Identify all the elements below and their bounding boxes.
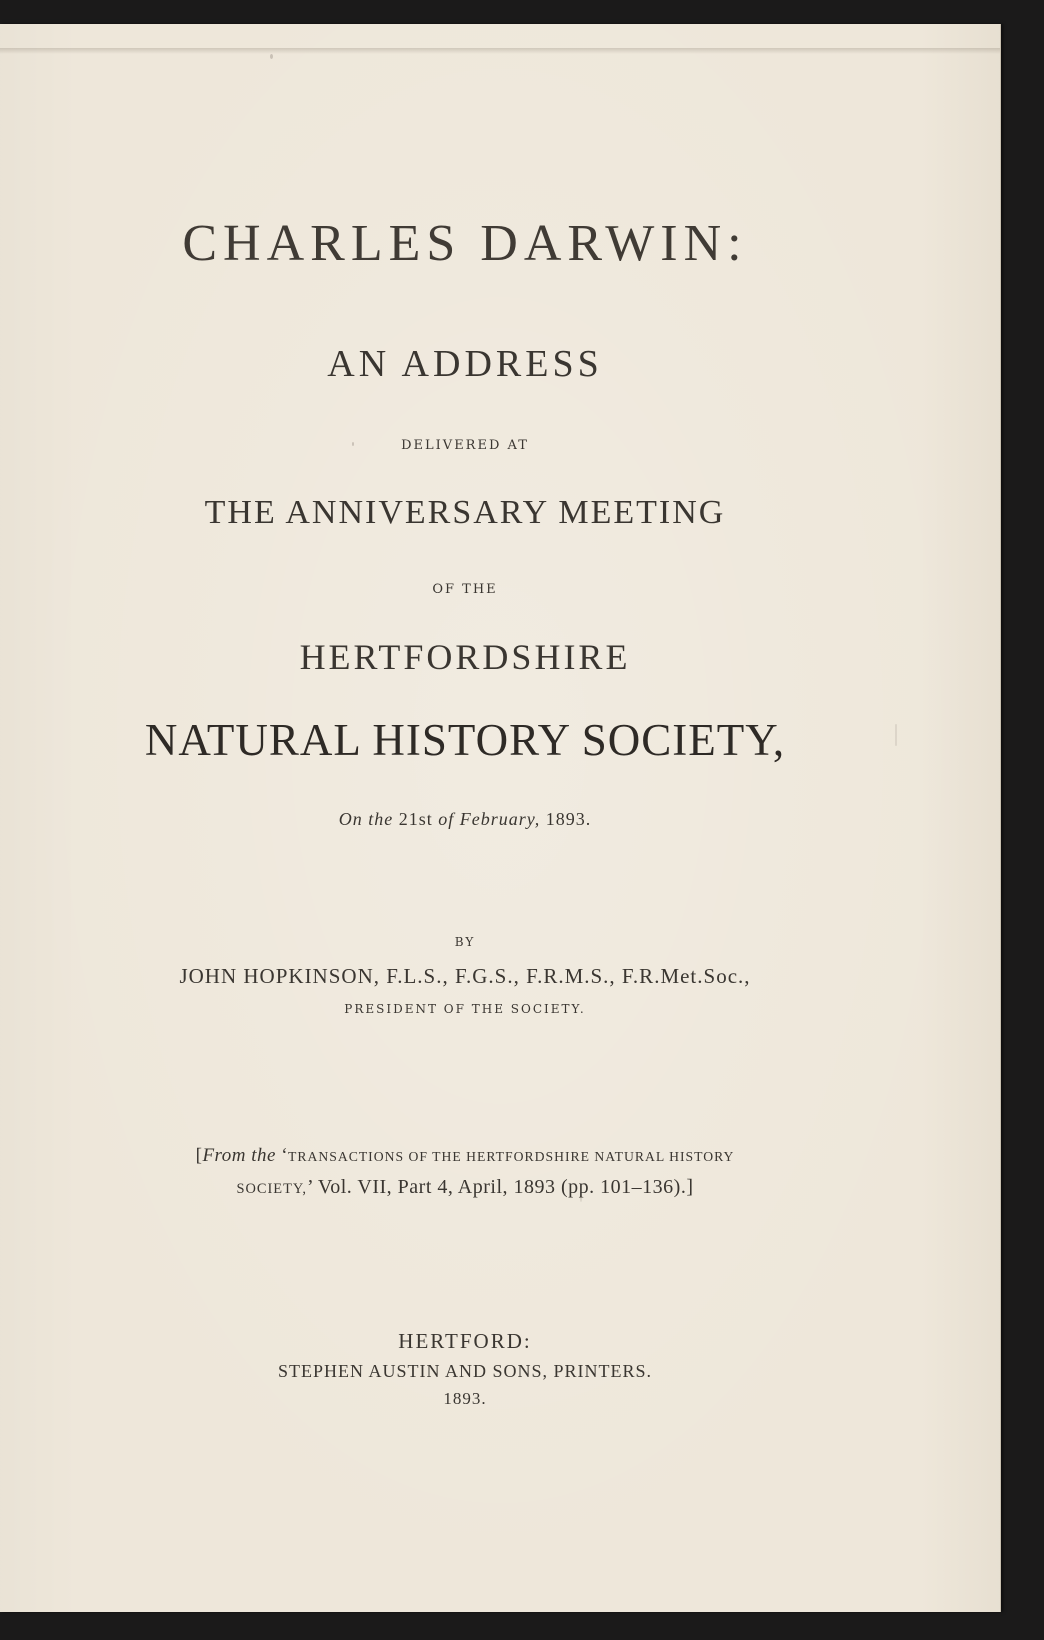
imprint-year: 1893. — [443, 1389, 487, 1408]
imprint-place: HERTFORD: — [398, 1329, 532, 1353]
source-from: From the — [202, 1145, 276, 1166]
meeting-name: THE ANNIVERSARY MEETING — [204, 494, 726, 531]
delivered-at-text: DELIVERED AT — [401, 438, 529, 453]
document-subtitle: AN ADDRESS — [327, 343, 603, 385]
by-text: BY — [454, 935, 476, 949]
date-prefix: On the — [338, 809, 394, 829]
source-citation-line-2 — [0, 1176, 930, 1199]
society-name: NATURAL HISTORY SOCIETY, — [144, 715, 786, 765]
date-year: 1893. — [545, 809, 592, 829]
author-role: PRESIDENT OF THE SOCIETY. — [344, 1002, 586, 1016]
county-name: HERTFORDSHIRE — [299, 637, 631, 677]
source-details: Vol. VII, Part 4, April, 1893 (pp. 101–136). — [317, 1176, 687, 1198]
paper-speck — [580, 1194, 582, 1202]
author-name: JOHN HOPKINSON, F.L.S., F.G.S., F.R.M.S., F.R.Met.Soc., — [179, 964, 751, 988]
paper-speck — [270, 54, 273, 59]
of-the-text: OF THE — [432, 582, 498, 597]
imprint-printer: STEPHEN AUSTIN AND SONS, PRINTERS. — [277, 1361, 653, 1381]
date-day: 21st — [398, 809, 433, 829]
source-citation-line-1 — [0, 1145, 930, 1167]
open-quote: ‘ — [281, 1145, 289, 1166]
title-page — [0, 24, 1001, 1612]
page-top-edge — [0, 48, 1000, 54]
source-title: TRANSACTIONS OF THE HERTFORDSHIRE NATURAL HISTORY — [288, 1149, 735, 1164]
paper-speck — [352, 442, 354, 446]
date-of: of — [438, 809, 455, 829]
document-title: CHARLES DARWIN: — [182, 215, 748, 272]
paper-speck — [895, 724, 897, 746]
close-bracket: ] — [686, 1176, 694, 1198]
source-society: SOCIETY, — [236, 1181, 308, 1197]
date-month: February, — [459, 809, 541, 829]
meeting-date — [0, 809, 930, 830]
open-bracket: [ — [195, 1145, 203, 1166]
close-quote: ’ — [307, 1176, 313, 1198]
